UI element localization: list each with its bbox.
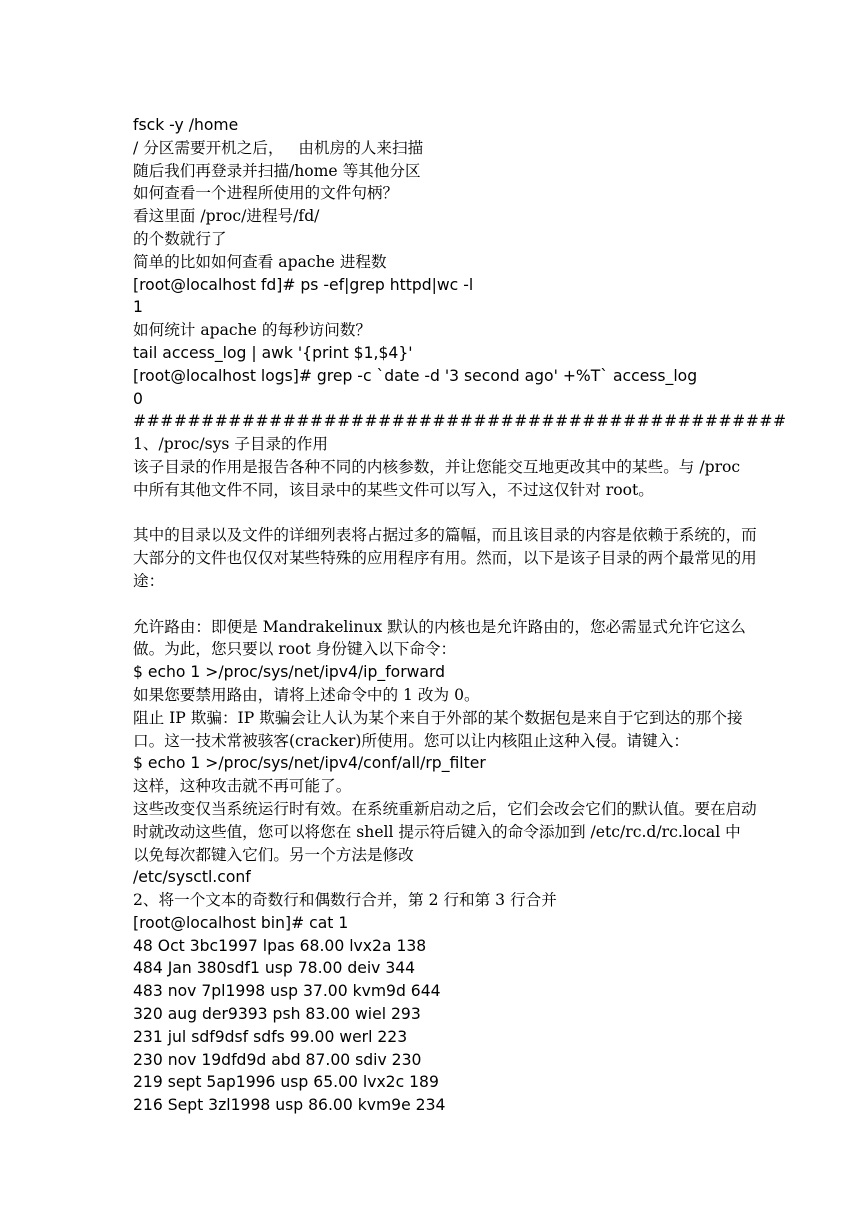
data-row: 320 aug der9393 psh 83.00 wiel 293 xyxy=(133,1005,421,1024)
text-line: 的个数就行了 xyxy=(133,229,227,248)
command-line: [root@localhost bin]# cat 1 xyxy=(133,913,349,932)
text-line: fsck -y /home xyxy=(133,116,239,134)
command-line: tail access_log | awk '{print $1,$4}' xyxy=(133,343,413,362)
separator-line: ################################################ xyxy=(133,412,787,431)
text-line: 如何查看一个进程所使用的文件句柄？ xyxy=(133,184,399,203)
text-line: 允许路由：即便是 Mandrakelinux 默认的内核也是允许路由的，您必需显式允许它这么 xyxy=(133,617,746,636)
text-line: 做。为此，您只要以 root 身份键入以下命令： xyxy=(133,640,457,659)
command-line: $ echo 1 >/proc/sys/net/ipv4/conf/all/rp_filter xyxy=(133,754,486,773)
text-line: 阻止 IP 欺骗：IP 欺骗会让人认为某个来自于外部的某个数据包是来自于它到达的那个接 xyxy=(133,708,743,727)
section-heading: 1、/proc/sys 子目录的作用 xyxy=(133,435,328,454)
output-line: 0 xyxy=(133,389,143,408)
text-line: 以免每次都键入它们。另一个方法是修改 xyxy=(133,845,414,864)
text-line: / 分区需要开机之后， 由机房的人来扫描 xyxy=(133,138,424,157)
output-line: 1 xyxy=(133,298,143,317)
text-line: 随后我们再登录并扫描/home 等其他分区 xyxy=(133,161,421,180)
text-line: 大部分的文件也仅仅对某些特殊的应用程序有用。然而，以下是该子目录的两个最常见的用 xyxy=(133,549,757,568)
text-line: 其中的目录以及文件的详细列表将占据过多的篇幅，而且该目录的内容是依赖于系统的，而 xyxy=(133,526,757,545)
text-line: 如何统计 apache 的每秒访问数？ xyxy=(133,321,372,340)
blank-line xyxy=(133,502,733,525)
blank-line xyxy=(133,593,733,616)
text-line: 看这里面 /proc/进程号/fd/ xyxy=(133,207,320,226)
text-line: 时就改动这些值，您可以将您在 shell 提示符后键入的命令添加到 /etc/rc.d/rc.local 中 xyxy=(133,822,741,841)
data-row: 231 jul sdf9dsf sdfs 99.00 werl 223 xyxy=(133,1027,408,1046)
data-row: 216 Sept 3zl1998 usp 86.00 kvm9e 234 xyxy=(133,1096,446,1115)
text-line: 中所有其他文件不同，该目录中的某些文件可以写入，不过这仅针对 root。 xyxy=(133,480,654,499)
command-line: [root@localhost fd]# ps -ef|grep httpd|wc -l xyxy=(133,275,474,294)
command-line: $ echo 1 >/proc/sys/net/ipv4/ip_forward xyxy=(133,663,445,682)
text-line: 这些改变仅当系统运行时有效。在系统重新启动之后，它们会改会它们的默认值。要在启动 xyxy=(133,799,757,818)
text-line: 简单的比如如何查看 apache 进程数 xyxy=(133,252,387,271)
data-row: 219 sept 5ap1996 usp 65.00 lvx2c 189 xyxy=(133,1073,439,1092)
text-line: 这样，这种攻击就不再可能了。 xyxy=(133,777,352,796)
section-heading: 2、将一个文本的奇数行和偶数行合并，第 2 行和第 3 行合并 xyxy=(133,891,557,910)
data-row: 230 nov 19dfd9d abd 87.00 sdiv 230 xyxy=(133,1050,422,1069)
text-line: 如果您要禁用路由，请将上述命令中的 1 改为 0。 xyxy=(133,685,480,704)
text-line: 该子目录的作用是报告各种不同的内核参数，并让您能交互地更改其中的某些。与 /proc xyxy=(133,457,741,476)
data-row: 484 Jan 380sdf1 usp 78.00 deiv 344 xyxy=(133,959,416,978)
data-row: 483 nov 7pl1998 usp 37.00 kvm9d 644 xyxy=(133,982,441,1001)
text-line: 口。这一技术常被骇客(cracker)所使用。您可以让内核阻止这种入侵。请键入： xyxy=(133,731,689,750)
document-body xyxy=(133,114,787,1117)
data-row: 48 Oct 3bc1997 lpas 68.00 lvx2a 138 xyxy=(133,936,427,955)
command-line: [root@localhost logs]# grep -c `date -d '3 second ago' +%T` access_log xyxy=(133,366,698,385)
text-line: 途： xyxy=(133,571,165,590)
file-path-line: /etc/sysctl.conf xyxy=(133,868,251,887)
